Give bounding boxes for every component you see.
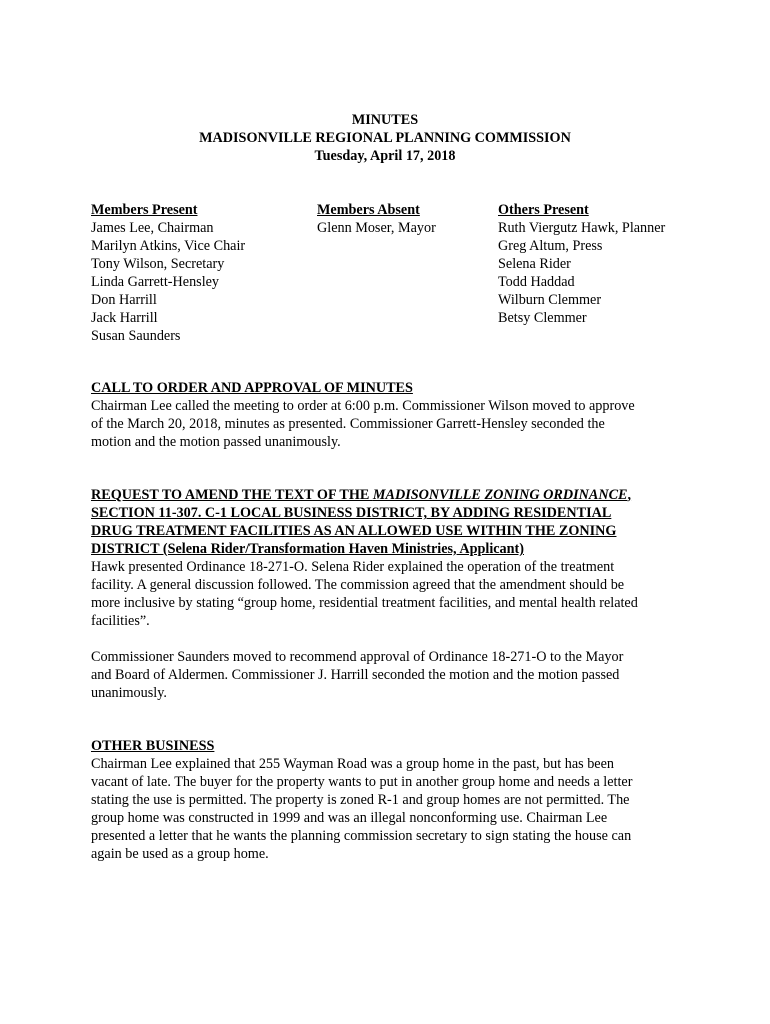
- paragraph-line: more inclusive by stating “group home, residential treatment facilities, and mental health related: [91, 595, 638, 611]
- paragraph-line: Chairman Lee explained that 255 Wayman Road was a group home in the past, but has been: [91, 756, 614, 772]
- paragraph-line: group home was constructed in 1999 and was an illegal nonconforming use. Chairman Lee: [91, 810, 608, 826]
- document-header: [0, 111, 770, 165]
- paragraph-line: facility. A general discussion followed. The commission agreed that the amendment should be: [91, 577, 625, 593]
- members-absent-list: [317, 219, 436, 237]
- list-item: Greg Altum, Press: [498, 238, 603, 254]
- paragraph-line: and Board of Aldermen. Commissioner J. Harrill seconded the motion and the motion passed: [91, 667, 620, 683]
- other-business-section: [91, 737, 691, 863]
- header-date: Tuesday, April 17, 2018: [314, 148, 456, 164]
- heading-text: REQUEST TO AMEND THE TEXT OF THE: [91, 487, 373, 503]
- ordinance-title: MADISONVILLE ZONING ORDINANCE: [372, 487, 628, 503]
- heading-line: DISTRICT (Selena Rider/Transformation Haven Ministries, Applicant): [91, 541, 524, 557]
- list-item: Marilyn Atkins, Vice Chair: [91, 238, 246, 254]
- members-present-list: [91, 219, 245, 345]
- heading-line: SECTION 11-307. C-1 LOCAL BUSINESS DISTRICT, BY ADDING RESIDENTIAL: [91, 505, 612, 521]
- paragraph-line: stating the use is permitted. The property is zoned R-1 and group homes are not permitted. The: [91, 792, 630, 808]
- header-title: MINUTES: [351, 112, 419, 128]
- list-item: Susan Saunders: [91, 328, 181, 344]
- list-item: Selena Rider: [498, 256, 571, 272]
- members-present-heading: Members Present: [91, 202, 198, 218]
- list-item: Linda Garrett-Hensley: [91, 274, 220, 290]
- others-present-list: [498, 219, 665, 327]
- paragraph-line: unanimously.: [91, 685, 167, 701]
- paragraph-line: motion and the motion passed unanimously.: [91, 434, 341, 450]
- other-business-heading: OTHER BUSINESS: [91, 738, 215, 754]
- list-item: Tony Wilson, Secretary: [91, 256, 225, 272]
- zoning-request-paragraph-2: [91, 648, 691, 702]
- call-to-order-paragraph: [91, 397, 691, 451]
- paragraph-line: presented a letter that he wants the planning commission secretary to sign stating the house can: [91, 828, 632, 844]
- paragraph-line: Hawk presented Ordinance 18-271-O. Selena Rider explained the operation of the treatment: [91, 559, 615, 575]
- list-item: Glenn Moser, Mayor: [317, 220, 436, 236]
- list-item: Wilburn Clemmer: [498, 292, 602, 308]
- zoning-request-section: [91, 486, 691, 702]
- list-item: Jack Harrill: [91, 310, 158, 326]
- members-absent-column: [317, 201, 436, 237]
- zoning-request-heading: [91, 486, 691, 558]
- other-business-paragraph: [91, 755, 691, 863]
- list-item: Don Harrill: [91, 292, 157, 308]
- others-present-heading: Others Present: [498, 202, 589, 218]
- paragraph-line: Chairman Lee called the meeting to order at 6:00 p.m. Commissioner Wilson moved to approve: [91, 398, 635, 414]
- heading-line: [91, 486, 691, 504]
- members-absent-heading: Members Absent: [317, 202, 420, 218]
- call-to-order-section: [91, 379, 691, 451]
- members-present-column: [91, 201, 245, 345]
- call-to-order-heading: CALL TO ORDER AND APPROVAL OF MINUTES: [91, 380, 413, 396]
- heading-line: DRUG TREATMENT FACILITIES AS AN ALLOWED USE WITHIN THE ZONING: [91, 523, 617, 539]
- paragraph-line: facilities”.: [91, 613, 150, 629]
- header-organization: MADISONVILLE REGIONAL PLANNING COMMISSION: [199, 130, 571, 146]
- list-item: Betsy Clemmer: [498, 310, 587, 326]
- paragraph-line: Commissioner Saunders moved to recommend approval of Ordinance 18-271-O to the Mayor: [91, 649, 624, 665]
- heading-punctuation: ,: [627, 487, 632, 503]
- paragraph-line: again be used as a group home.: [91, 846, 269, 862]
- paragraph-line: of the March 20, 2018, minutes as presented. Commissioner Garrett-Hensley seconded the: [91, 416, 605, 432]
- zoning-request-paragraph-1: [91, 558, 691, 630]
- others-present-column: [498, 201, 665, 327]
- paragraph-line: vacant of late. The buyer for the property wants to put in another group home and needs a letter: [91, 774, 633, 790]
- list-item: James Lee, Chairman: [91, 220, 214, 236]
- list-item: Todd Haddad: [498, 274, 575, 290]
- list-item: Ruth Viergutz Hawk, Planner: [498, 220, 666, 236]
